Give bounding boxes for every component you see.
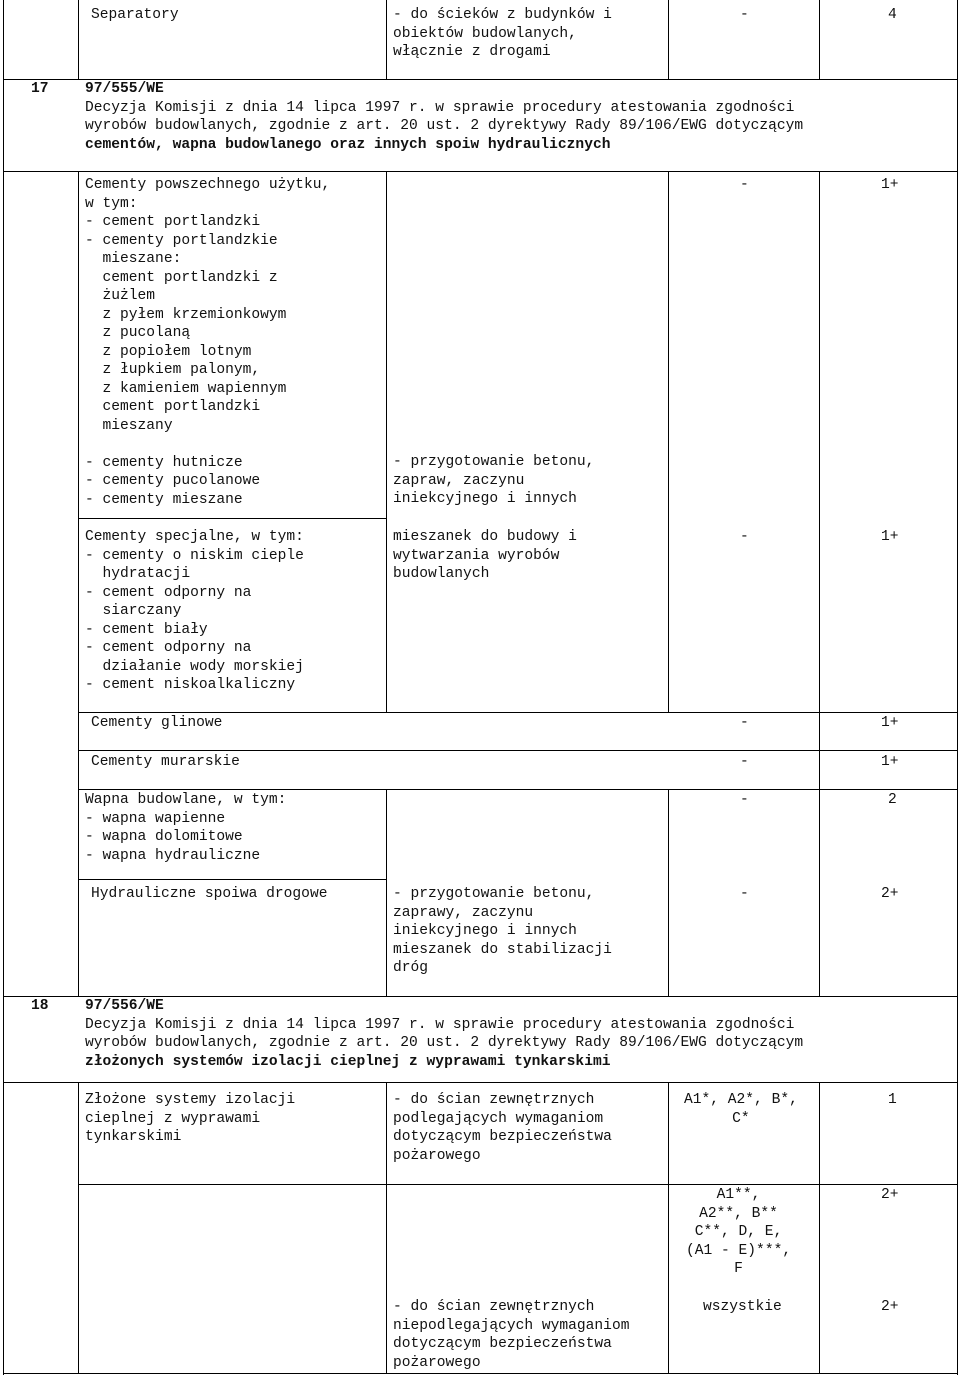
etics-class-2: A1**, A2**, B** C**, D, E, (A1 - E)***, F: [686, 1187, 792, 1277]
section-17-number: 17: [31, 81, 49, 97]
section-18-desc-2: wyrobów budowlanych, zgodnie z art. 20 ust. 2 dyrektywy Rady 89/106/EWG dotyczącym: [85, 1035, 804, 1051]
etics-class-1: A1*, A2*, B*, C*: [684, 1092, 798, 1127]
lime-system: 2: [888, 792, 897, 808]
cement-use-a: - przygotowanie betonu, zapraw, zaczynu iniekcyjnego i innych: [393, 454, 595, 507]
etics-use-3: - do ścian zewnętrznych niepodlegających wymaganiom dotyczącym bezpieczeństwa pożarowego: [393, 1299, 630, 1371]
cement-special-product: Cementy specjalne, w tym: - cementy o niskim cieple hydratacji - cement odporny na siarczany - cement biały - cement odporny na działanie wody morskiej - cement niskoalkaliczny: [85, 529, 304, 693]
rule: [386, 0, 387, 80]
rule: [78, 518, 387, 519]
rule: [78, 750, 958, 751]
rule: [78, 879, 387, 880]
cement-common-product: Cementy powszechnego użytku, w tym: - cement portlandzki - cementy portlandzkie mieszane: cement portlandzki z żużlem z pyłem krzemionkowym z pucolaną z popiołem lotnym z łupkiem palonym, z kamieniem wapiennym cement portlandzki mieszany - cementy hutnicze - cementy pucolanowe - cementy mieszane: [85, 177, 331, 508]
rule: [668, 171, 669, 713]
cement-special-class: -: [740, 529, 749, 545]
etics-class-3: wszystkie: [703, 1299, 782, 1315]
lime-product: Wapna budowlane, w tym: - wapna wapienne - wapna dolomitowe - wapna hydrauliczne: [85, 792, 287, 864]
etics-system-2: 2+: [881, 1187, 899, 1203]
cement-masonry-class: -: [740, 754, 749, 770]
lime-class: -: [740, 792, 749, 808]
etics-product: Złożone systemy izolacji cieplnej z wyprawami tynkarskimi: [85, 1092, 296, 1145]
rule: [819, 0, 820, 80]
section-17-code: 97/555/WE: [85, 81, 164, 97]
section-18-desc-1: Decyzja Komisji z dnia 14 lipca 1997 r. w sprawie procedury atestowania zgodności: [85, 1017, 795, 1033]
rule: [78, 789, 958, 790]
rule: [668, 1082, 669, 1374]
section-17-desc-1: Decyzja Komisji z dnia 14 lipca 1997 r. w sprawie procedury atestowania zgodności: [85, 100, 795, 116]
section-18-number: 18: [31, 998, 49, 1014]
rule: [819, 1082, 820, 1374]
cement-alumina-product: Cementy glinowe: [91, 715, 223, 731]
section-17-desc-2: wyrobów budowlanych, zgodnie z art. 20 ust. 2 dyrektywy Rady 89/106/EWG dotyczącym: [85, 118, 804, 134]
cement-masonry-system: 1+: [881, 754, 899, 770]
section-17-desc-3: cementów, wapna budowlanego oraz innych spoiw hydraulicznych: [85, 137, 611, 153]
cement-alumina-class: -: [740, 715, 749, 731]
cement-masonry-product: Cementy murarskie: [91, 754, 240, 770]
section-18-desc-3: złożonych systemów izolacji cieplnej z wyprawami tynkarskimi: [85, 1054, 611, 1070]
section-18-code: 97/556/WE: [85, 998, 164, 1014]
etics-use-1: - do ścian zewnętrznych podlegających wymaganiom dotyczącym bezpieczeństwa pożarowego: [393, 1092, 612, 1164]
cement-alumina-system: 1+: [881, 715, 899, 731]
rule: [78, 1184, 958, 1185]
etics-system-1: 1: [888, 1092, 897, 1108]
rule: [386, 790, 387, 997]
rule: [386, 171, 387, 713]
cement-special-system: 1+: [881, 529, 899, 545]
border-left: [3, 0, 4, 1375]
etics-system-3: 2+: [881, 1299, 899, 1315]
rule: [3, 1082, 958, 1083]
road-binder-product: Hydrauliczne spoiwa drogowe: [91, 886, 328, 902]
road-binder-class: -: [740, 886, 749, 902]
rule: [78, 171, 79, 997]
rule: [819, 171, 820, 997]
rule: [386, 1082, 387, 1374]
rule: [78, 712, 958, 713]
border-right: [957, 0, 958, 1375]
rule: [3, 171, 958, 172]
top-product: Separatory: [91, 7, 179, 23]
rule: [78, 0, 79, 80]
border-bottom: [3, 1373, 958, 1374]
cement-use-b: mieszanek do budowy i wytwarzania wyrobów budowlanych: [393, 529, 577, 582]
top-use: - do ścieków z budynków i obiektów budowlanych, włącznie z drogami: [393, 7, 612, 60]
road-binder-system: 2+: [881, 886, 899, 902]
road-binder-use: - przygotowanie betonu, zaprawy, zaczynu iniekcyjnego i innych mieszanek do stabilizacji dróg: [393, 886, 612, 976]
top-system: 4: [888, 7, 897, 23]
rule: [78, 1082, 79, 1374]
cement-common-class: -: [740, 177, 749, 193]
rule: [668, 0, 669, 80]
cement-common-system: 1+: [881, 177, 899, 193]
top-class: -: [740, 7, 749, 23]
rule: [668, 790, 669, 997]
